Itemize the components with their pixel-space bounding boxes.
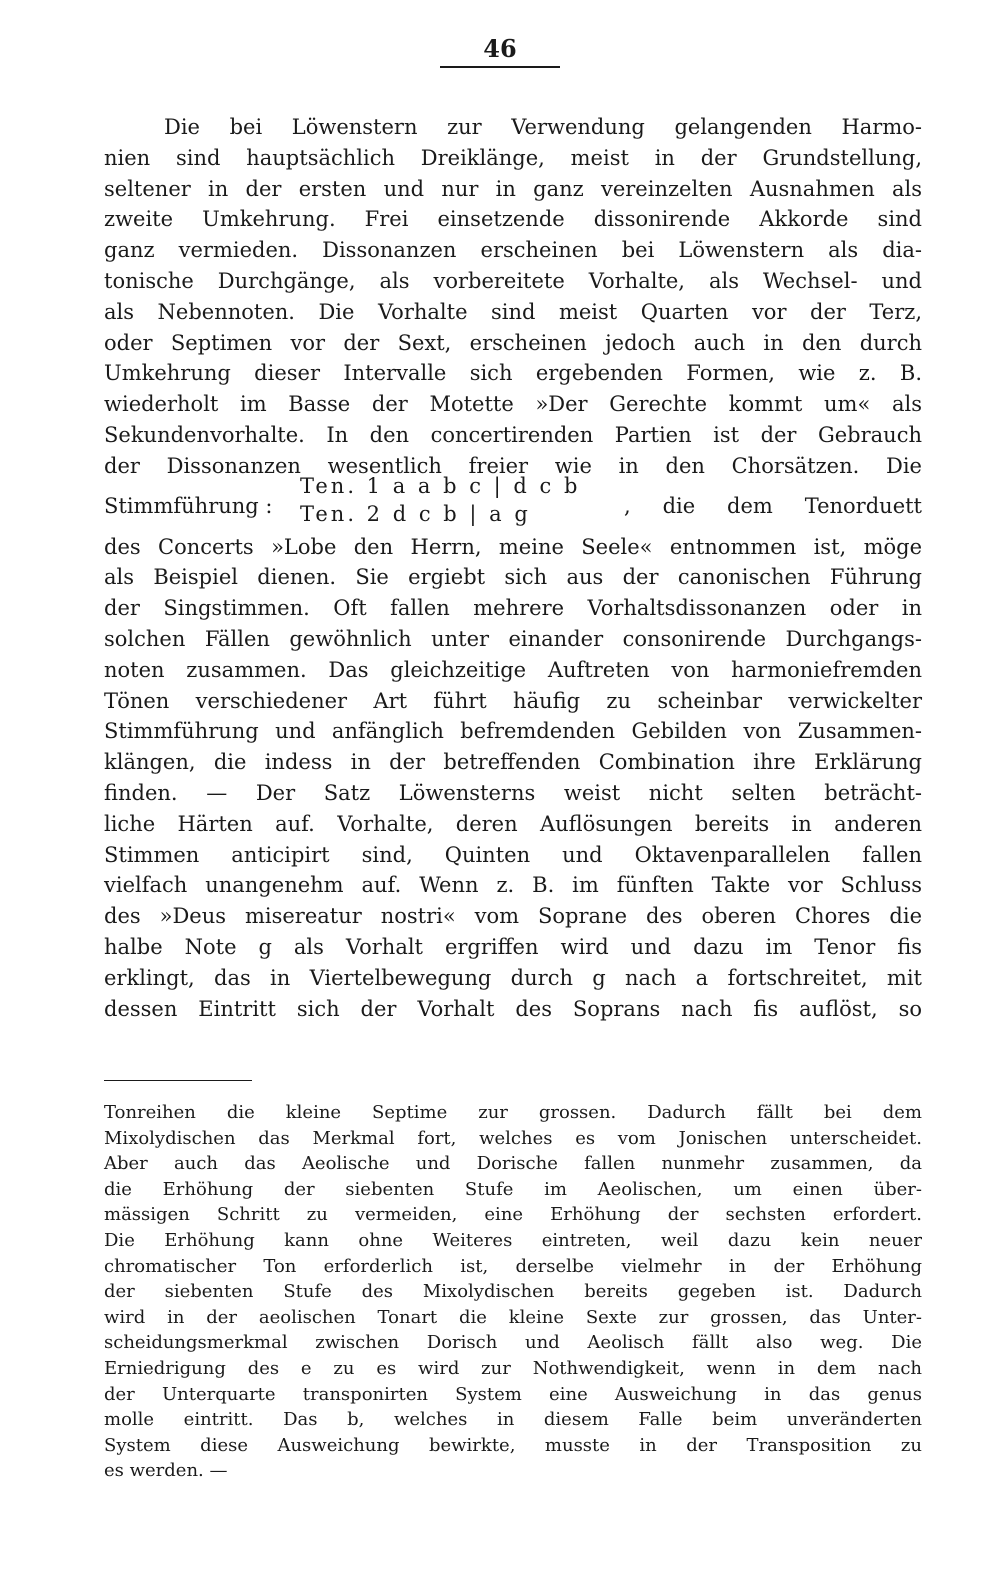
body-line: Stimmführung und anfänglich befremdenden Gebilden von Zusammen- <box>104 719 922 744</box>
body-line: solchen Fällen gewöhnlich unter einander consonirende Durchgangs- <box>104 626 922 651</box>
footnote-line: Die Erhöhung kann ohne Weiteres eintreten, weil dazu kein neuer <box>104 1229 922 1251</box>
body-line: vielfach unangenehm auf. Wenn z. B. im fünften Takte vor Schluss <box>104 873 922 898</box>
body-line: Stimmen anticipirt sind, Quinten und Oktavenparallelen fallen <box>104 842 922 867</box>
body-line: der Singstimmen. Oft fallen mehrere Vorhaltsdissonanzen oder in <box>104 596 922 621</box>
footnote-line: Aber auch das Aeolische und Dorische fallen nunmehr zusammen, da <box>104 1153 922 1175</box>
body-line: Die bei Löwenstern zur Verwendung gelangenden Harmo- <box>164 115 922 139</box>
body-line: als Nebennoten. Die Vorhalte sind meist Quarten vor der Terz, <box>104 299 922 324</box>
footnote-text <box>104 1100 922 1484</box>
footnote-line: Erniedrigung des e zu es wird zur Nothwendigkeit, wenn in dem nach <box>104 1357 922 1379</box>
body-line: Umkehrung dieser Intervalle sich ergebenden Formen, wie z. B. <box>104 361 922 386</box>
main-text <box>104 112 922 1024</box>
body-line: seltener in der ersten und nur in ganz vereinzelten Ausnahmen als <box>104 176 922 201</box>
body-line: des »Deus misereatur nostri« vom Soprane des oberen Chores die <box>104 904 922 929</box>
body-line: als Beispiel dienen. Sie ergiebt sich aus der canonischen Führung <box>104 565 922 590</box>
footnote-line: scheidungsmerkmal zwischen Dorisch und Aeolisch fällt also weg. Die <box>104 1332 922 1354</box>
body-line: der Dissonanzen wesentlich freier wie in den Chorsätzen. Die <box>104 453 922 478</box>
footnote-line: die Erhöhung der siebenten Stufe im Aeolischen, um einen über- <box>104 1178 922 1200</box>
body-line: Tönen verschiedener Art führt häufig zu scheinbar verwickelter <box>104 688 922 713</box>
body-line: zweite Umkehrung. Frei einsetzende dissonirende Akkorde sind <box>104 207 922 232</box>
body-line: noten zusammen. Das gleichzeitige Auftreten von harmoniefremden <box>104 657 922 682</box>
footnote-line: chromatischer Ton erforderlich ist, derselbe vielmehr in der Erhöhung <box>104 1255 922 1277</box>
footnote-line: Tonreihen die kleine Septime zur grossen. Dadurch fällt bei dem <box>104 1102 922 1123</box>
body-line: liche Härten auf. Vorhalte, deren Auflösungen bereits in anderen <box>104 811 922 836</box>
voice-leading-label: Stimmführung : <box>104 493 273 518</box>
body-line: nien sind hauptsächlich Dreiklänge, meist in der Grundstellung, <box>104 145 922 170</box>
body-line: halbe Note g als Vorhalt ergriffen wird und dazu im Tenor fis <box>104 934 922 959</box>
footnote-line: mässigen Schritt zu vermeiden, eine Erhöhung der sechsten erfordert. <box>104 1204 922 1226</box>
body-line: ganz vermieden. Dissonanzen erscheinen bei Löwenstern als dia- <box>104 238 922 263</box>
page-number-rule <box>440 66 560 68</box>
footnote-line: der siebenten Stufe des Mixolydischen bereits gegeben ist. Dadurch <box>104 1281 922 1303</box>
body-line: dessen Eintritt sich der Vorhalt des Soprans nach fis auflöst, so <box>104 996 922 1021</box>
footnote-line: der Unterquarte transponirten System eine Ausweichung in das genus <box>104 1383 922 1405</box>
tenor-1-notes: Ten. 1 a a b c | d c b <box>300 473 581 498</box>
footnote-rule <box>104 1080 252 1081</box>
body-line: finden. — Der Satz Löwensterns weist nicht selten beträcht- <box>104 780 922 805</box>
footnote-line: System diese Ausweichung bewirkte, musste in der Transposition zu <box>104 1434 922 1456</box>
voice-leading-tail: , die dem Tenorduett <box>624 493 922 518</box>
footnote-line: Mixolydischen das Merkmal fort, welches es vom Jonischen unterscheidet. <box>104 1127 922 1149</box>
page-number: 46 <box>483 34 517 63</box>
tenor-2-notes: Ten. 2 d c b | a g <box>300 501 531 526</box>
body-line: wiederholt im Basse der Motette »Der Gerechte kommt um« als <box>104 392 922 417</box>
body-line: tonische Durchgänge, als vorbereitete Vorhalte, als Wechsel- und <box>104 268 922 293</box>
body-line: oder Septimen vor der Sext, erscheinen jedoch auch in den durch <box>104 330 922 355</box>
body-line: des Concerts »Lobe den Herrn, meine Seele« entnommen ist, möge <box>104 534 922 559</box>
body-line: erklingt, das in Viertelbewegung durch g nach a fortschreitet, mit <box>104 965 922 990</box>
body-line: Sekundenvorhalte. In den concertirenden Partien ist der Gebrauch <box>104 422 922 447</box>
footnote-line: es werden. — <box>104 1460 228 1482</box>
body-line: klängen, die indess in der betreffenden Combination ihre Erklärung <box>104 750 922 775</box>
voice-leading-example <box>104 473 922 532</box>
footnote-line: molle eintritt. Das b, welches in diesem Falle beim unveränderten <box>104 1409 922 1431</box>
footnote-line: wird in der aeolischen Tonart die kleine Sexte zur grossen, das Unter- <box>104 1306 922 1328</box>
